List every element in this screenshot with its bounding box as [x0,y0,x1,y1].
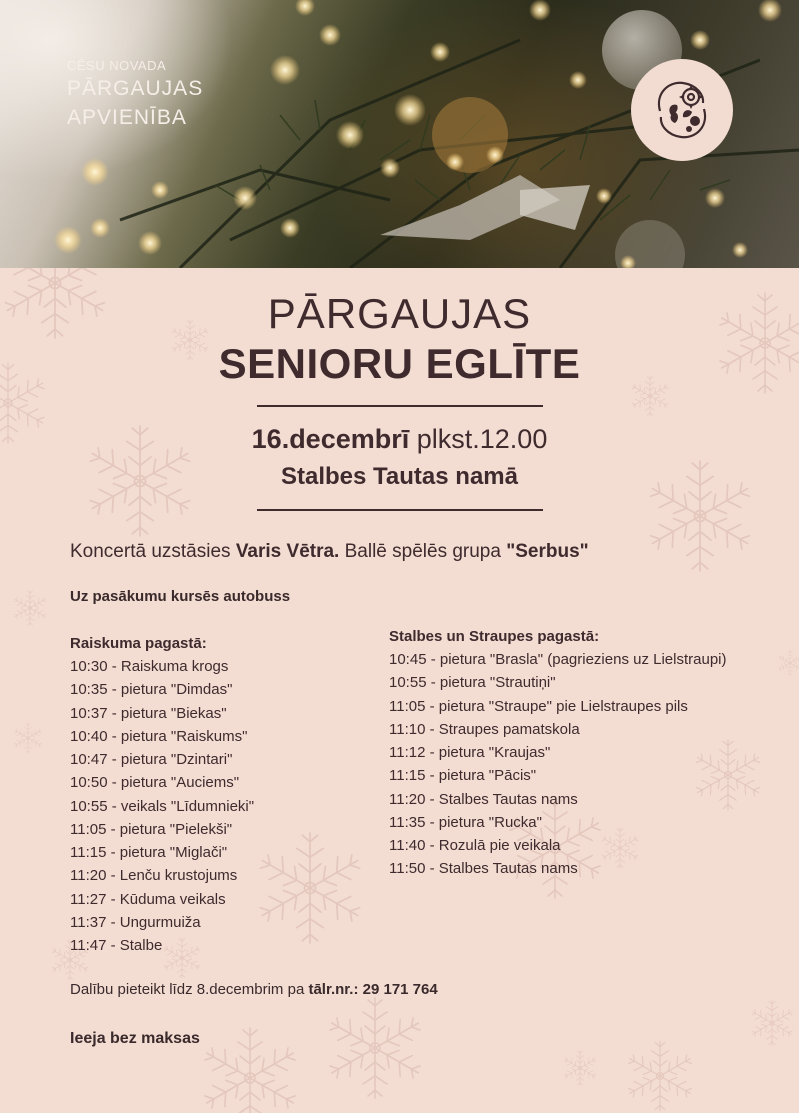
bus-stop-row: 10:55 - veikals "Līdumnieki" [70,797,255,815]
bus-stop-row: 10:35 - pietura "Dimdas" [70,681,233,699]
event-date: 16.decembrī [251,424,410,454]
route-stop-list [389,648,727,881]
concert-info [70,541,589,563]
concert-text-1: Koncertā uzstāsies [70,541,236,562]
bus-stop-row: 11:10 - Straupes pamatskola [389,720,580,738]
bus-stop-row: 10:40 - pietura "Raiskums" [70,727,248,745]
route-heading: Raiskuma pagastā: [70,635,207,652]
bus-stop-row: 11:20 - Lenču krustojums [70,867,238,885]
bus-stop-row: 11:20 - Stalbes Tautas nams [389,790,578,808]
bus-stop-row: 10:37 - pietura "Biekas" [70,704,227,722]
bus-stop-row: 11:47 - Stalbe [70,937,163,954]
bus-stop-row: 11:40 - Rozulā pie veikala [389,837,561,854]
bus-stop-row: 10:45 - pietura "Brasla" (pagrieziens uz Lielstraupi) [389,651,727,668]
bus-stop-row: 10:50 - pietura "Auciems" [70,774,240,792]
pargauja-emblem-icon [631,59,733,161]
registration-info [70,981,438,998]
bus-stop-row: 11:37 - Ungurmuiža [70,913,201,931]
bus-stop-row: 10:55 - pietura "Strautiņi" [389,674,556,692]
divider-bottom [257,509,543,511]
org-name-line1: PĀRGAUJAS [67,77,204,100]
bus-stop-row: 11:15 - pietura "Miglači" [70,844,228,861]
route-stalbe-straupe [389,625,727,881]
registration-phone: tālr.nr.: 29 171 764 [308,981,438,998]
bus-stop-row: 11:35 - pietura "Rucka" [389,813,542,831]
bus-stop-row: 11:12 - pietura "Kraujas" [389,744,551,761]
divider-top [257,405,543,407]
organization-label [67,58,203,131]
event-time: plkst.12.00 [409,424,548,454]
band-name: "Serbus" [506,541,589,562]
performer-name: Varis Vētra. [235,541,340,562]
bus-stop-row: 11:05 - pietura "Straupe" pie Lielstraupes pils [389,697,688,715]
event-datetime [0,424,799,455]
concert-text-2: Ballē spēlēs grupa [339,541,507,562]
registration-text: Dalību pieteikt līdz 8.decembrim pa [70,981,309,998]
org-name-line2: APVIENĪBA [67,106,187,129]
route-raiskums [70,632,254,957]
bus-stop-row: 10:47 - pietura "Dzintari" [70,751,233,768]
hero-photo [0,0,799,268]
bus-note: Uz pasākumu kursēs autobuss [70,588,291,605]
region-name: CĒSU NOVADA [67,58,167,73]
route-stop-list [70,655,254,957]
bus-stop-row: 10:30 - Raiskuma krogs [70,658,229,675]
bus-stop-row: 11:05 - pietura "Pielekši" [70,820,233,838]
bus-stop-row: 11:27 - Kūduma veikals [70,890,226,908]
admission-note: Ieeja bez maksas [70,1030,200,1047]
route-heading: Stalbes un Straupes pagastā: [389,628,600,645]
bus-stop-row: 11:50 - Stalbes Tautas nams [389,860,578,878]
bus-stop-row: 11:15 - pietura "Pācis" [389,767,537,785]
event-venue: Stalbes Tautas namā [281,463,518,490]
event-title-line2: SENIORU EGLĪTE [218,340,581,387]
logo-badge [631,59,733,161]
event-title-line1: PĀRGAUJAS [267,290,532,337]
